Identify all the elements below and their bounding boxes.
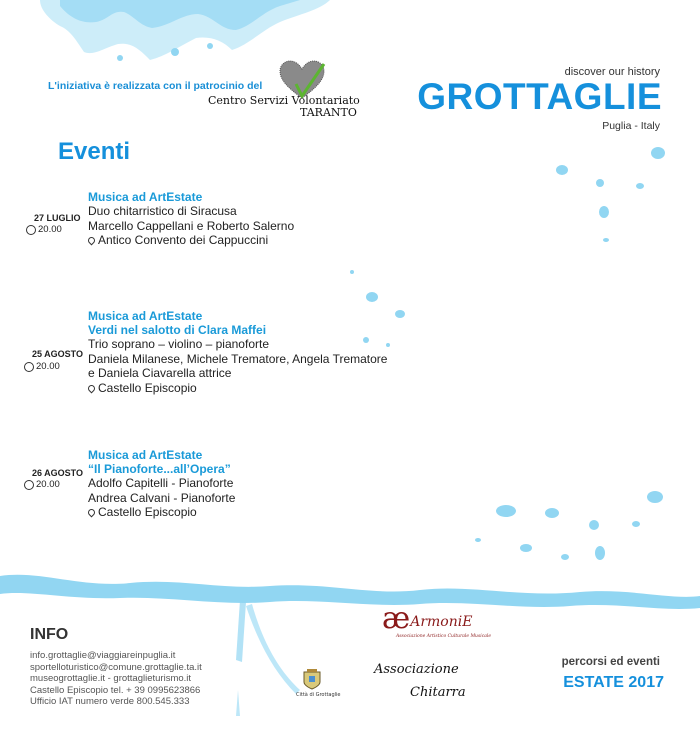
info-contacts [30, 650, 202, 708]
event-line: Marcello Cappellani e Roberto Salerno [88, 218, 295, 233]
info-email[interactable]: sportelloturistico@comune.grottaglie.ta.it [30, 661, 202, 673]
event-venue: Castello Episcopio [88, 381, 387, 396]
info-email[interactable]: info.grottaglie@viaggiareinpuglia.it [30, 650, 176, 661]
csv-name: Centro Servizi Volontariato [208, 94, 360, 107]
event-time: 20.00 [24, 479, 60, 490]
event-venue: Castello Episcopio [88, 505, 235, 520]
clock-icon [24, 480, 34, 490]
armonie-logo: æ ArmoniE Associazione Artistico Culturale Musicale [382, 601, 492, 639]
event-line: Trio soprano – violino – pianoforte [88, 337, 269, 351]
info-title: INFO [30, 626, 69, 643]
info-websites[interactable]: museogrottaglie.it - grottaglieturismo.it [30, 673, 192, 684]
patronage-text: L'iniziativa è realizzata con il patrocinio del [48, 80, 263, 92]
city-crest-icon [300, 668, 324, 690]
event-subheading: “Il Pianoforte...all’Opera” [88, 462, 231, 476]
location-pin-icon [87, 236, 97, 246]
event-line: Daniela Milanese, Michele Trematore, Angela Trematore [88, 351, 388, 366]
event-time: 20.00 [26, 224, 62, 235]
event-venue: Antico Convento dei Cappuccini [88, 233, 294, 248]
event-line: e Daniela Ciavarella attrice [88, 366, 232, 380]
footer-season: ESTATE 2017 [563, 674, 664, 691]
associazione-chitarra-logo: Associazione Chitarra [374, 662, 466, 700]
event-heading: Musica ad ArtEstate [88, 190, 203, 204]
event-date: 25 AGOSTO [32, 349, 84, 359]
location-pin-icon [87, 383, 97, 393]
event-date: 27 LUGLIO [34, 213, 81, 223]
event-line: Duo chitarristico di Siracusa [88, 204, 237, 218]
event-subheading: Verdi nel salotto di Clara Maffei [88, 323, 267, 337]
info-phone: Castello Episcopio tel. + 39 0995623866 [30, 684, 201, 696]
event-heading: Musica ad ArtEstate [88, 309, 203, 323]
info-tollfree: Ufficio IAT numero verde 800.545.333 [30, 696, 190, 707]
section-title: Eventi [58, 138, 131, 165]
event-date: 26 AGOSTO [32, 468, 84, 478]
ae-ligature-icon: æ [382, 601, 411, 636]
event-line: Adolfo Capitelli - Pianoforte [88, 476, 234, 490]
location-pin-icon [87, 508, 97, 518]
clock-icon [24, 362, 34, 372]
event-line: Andrea Calvani - Pianoforte [88, 490, 236, 505]
event-heading: Musica ad ArtEstate [88, 448, 203, 462]
footer-subtitle: percorsi ed eventi [561, 656, 660, 668]
csv-city: TARANTO [300, 106, 357, 119]
city-title: GROTTAGLIE [417, 76, 662, 117]
clock-icon [26, 225, 36, 235]
event-time: 20.00 [24, 361, 60, 372]
tagline: discover our history [564, 66, 660, 78]
region-label: Puglia - Italy [602, 120, 660, 132]
crest-caption: Città di Grottaglie [296, 692, 341, 698]
